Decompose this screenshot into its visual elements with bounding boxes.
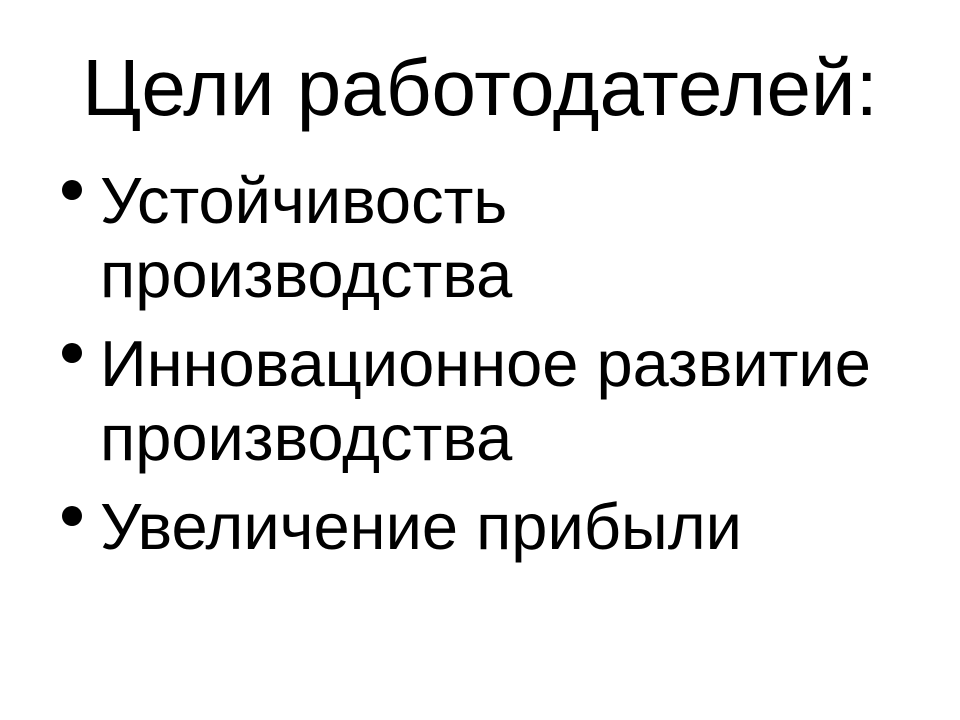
bullet-icon — [62, 343, 82, 363]
list-item — [62, 490, 900, 564]
bullet-text: Инновационное развитие производства — [100, 327, 871, 474]
bullet-icon — [62, 180, 82, 200]
list-item — [62, 164, 900, 312]
slide-title: Цели работодателей: — [82, 43, 878, 132]
bullet-icon — [62, 506, 82, 526]
bullet-text: Увеличение прибыли — [100, 490, 742, 563]
bullet-list — [0, 164, 960, 564]
bullet-text: Устойчивость производства — [100, 164, 513, 311]
list-item — [62, 327, 900, 475]
